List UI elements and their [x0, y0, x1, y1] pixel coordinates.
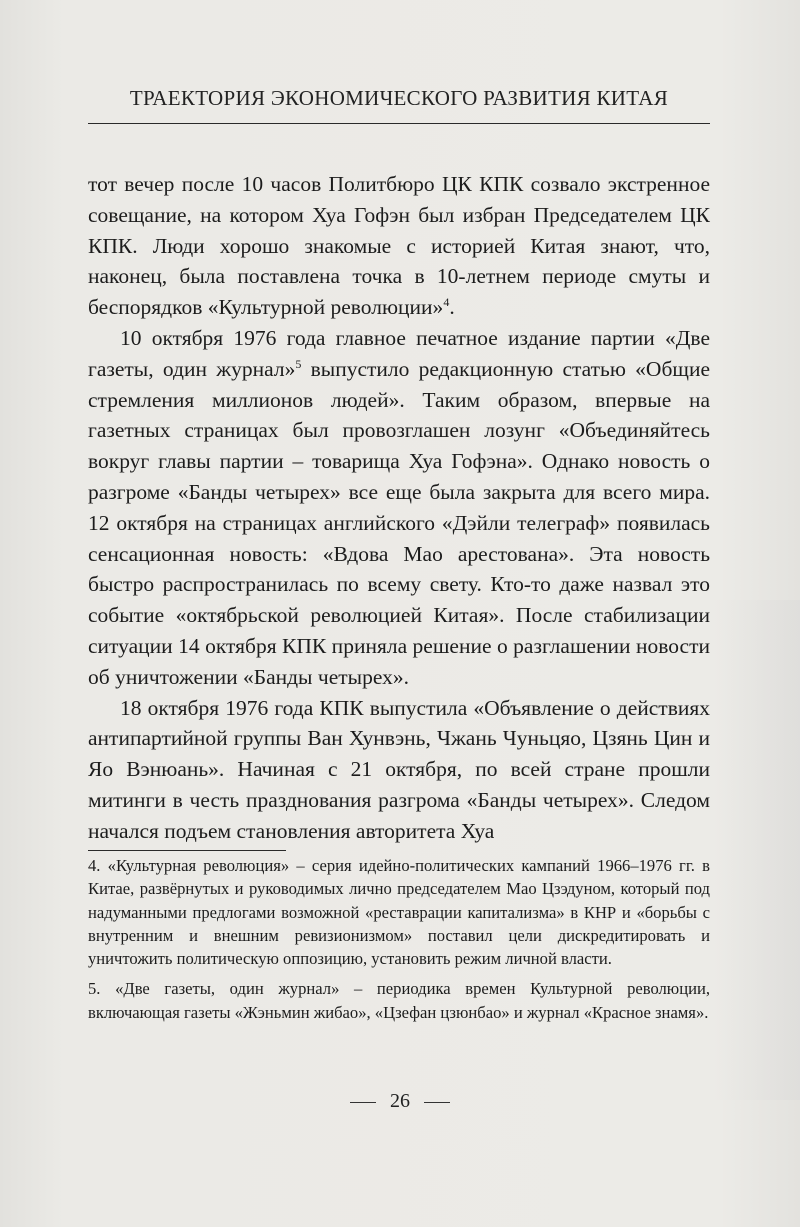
paragraph-1-end: .: [449, 295, 455, 320]
page-number: [0, 1090, 800, 1113]
folio-dash-right: [424, 1102, 450, 1103]
folio-dash-left: [350, 1102, 376, 1103]
footnote-rule: [88, 850, 286, 851]
paragraph-1-text: тот вечер после 10 часов Политбюро ЦК КПК созвало экстренное совещание, на котором Хуа Гофэн был избран Председателем ЦК КПК. Люди хорошо знакомые с историей Китая знают, что, наконец, была поставлена точка в 10-летнем периоде смуты и беспорядков «Культурной революции»: [88, 172, 710, 320]
running-header: ТРАЕКТОРИЯ ЭКОНОМИЧЕСКОГО РАЗВИТИЯ КИТАЯ: [129, 86, 669, 110]
footnote-4: 4. «Культурная революция» – серия идейно-политических кампаний 1966–1976 гг. в Китае, развёрнутых и руководимых лично председателем Мао Цзэдуном, который под надуманными предлогами возможной «реставрации капитализма» в КНР и «борьбы с внутренним и внешним ревизионизмом» поставил цели дискредитировать и уничтожить политическую оппозицию, установить режим личной власти.: [88, 856, 710, 969]
paragraph-1: [88, 169, 710, 323]
footnote-ref-4[interactable]: 4: [443, 295, 450, 310]
paragraph-2-text-a: 10 октября 1976 года главное печатное издание партии «Две газеты, один журнал»: [88, 325, 710, 381]
footnotes: [88, 854, 710, 1024]
footnote-5: 5. «Две газеты, один журнал» – периодика времен Культурной революции, включающая газеты «Жэньмин жибао», «Цзефан цзюнбао» и журнал «Красное знамя».: [88, 979, 710, 1022]
main-text: [88, 169, 710, 847]
page-number-value: 26: [390, 1090, 410, 1112]
paragraph-2: [88, 323, 710, 693]
paragraph-3: 18 октября 1976 года КПК выпустила «Объявление о действиях антипартийной группы Ван Хунвэнь, Чжань Чуньцяо, Цзянь Цин и Яо Вэнюань». Начиная с 21 октября, по всей стране прошли митинги в честь празднования разгрома «Банды четырех». Следом начался подъем становления авторитета Хуа: [88, 695, 710, 843]
footnote-ref-5[interactable]: 5: [295, 356, 302, 371]
header-rule: [88, 123, 710, 124]
paragraph-2-text-b: выпустило редакционную статью «Общие стремления миллионов людей». Таким образом, впервые на газетных страницах был провозглашен лозунг «Объединяйтесь вокруг главы партии – товарища Хуа Гофэна». Однако новость о разгроме «Банды четырех» все еще была закрыта для всего мира. 12 октября на страницах английского «Дэйли телеграф» появилась сенсационная новость: «Вдова Мао арестована». Эта новость быстро распространилась по всему свету. Кто-то даже назвал это событие «октябрьской революцией Китая». После стабилизации ситуации 14 октября КПК приняла решение о разглашении новости об уничтожении «Банды четырех».: [88, 356, 711, 689]
show-through-shadow: [710, 600, 800, 1100]
